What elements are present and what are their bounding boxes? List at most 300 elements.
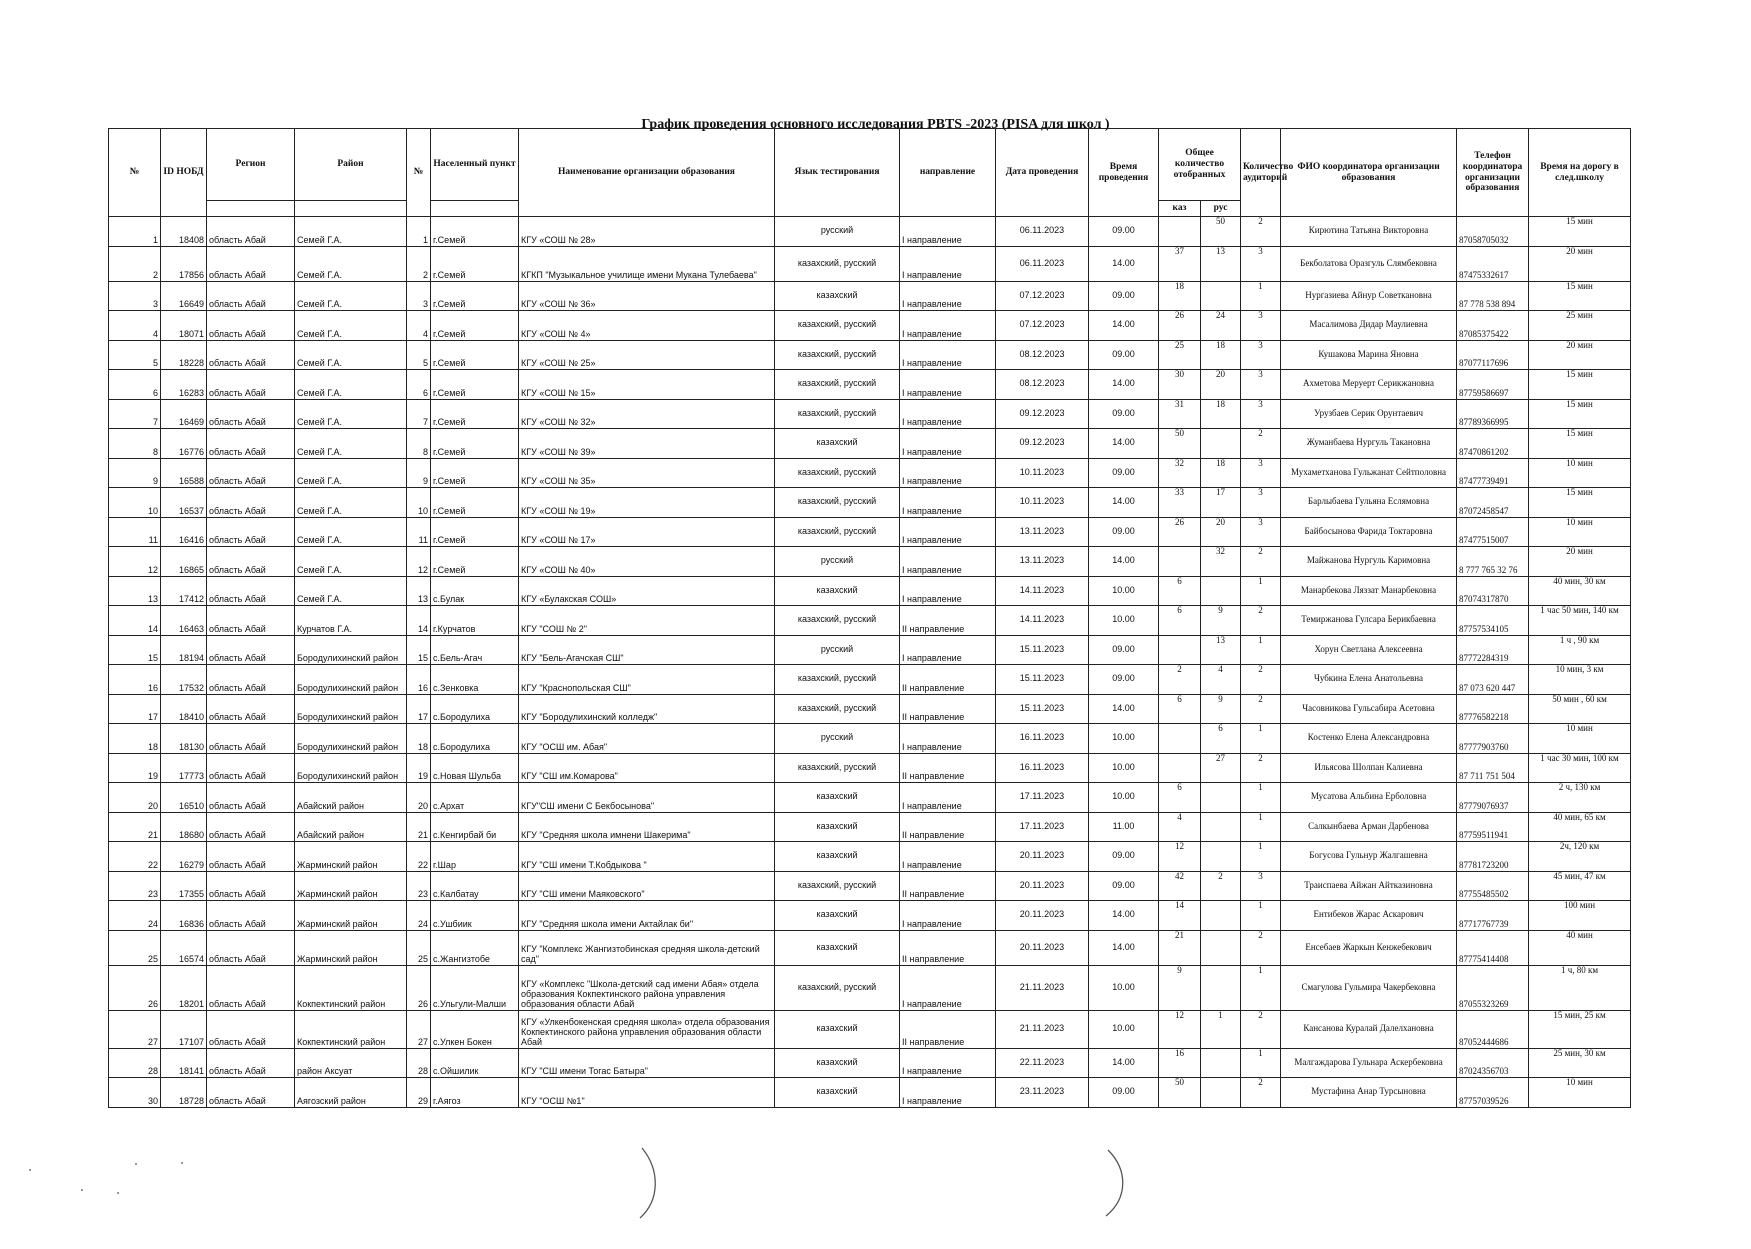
row-number2: 13 <box>407 576 431 606</box>
row-id: 17532 <box>161 665 207 695</box>
row-number: 25 <box>109 930 161 965</box>
row-district: Семей Г.А. <box>295 399 407 429</box>
row-locality: г.Семей <box>431 340 519 370</box>
row-number: 9 <box>109 458 161 488</box>
row-locality: с.Бородулиха <box>431 694 519 724</box>
row-locality: г.Курчатов <box>431 606 519 636</box>
row-org: КГУ «СОШ № 39» <box>519 429 775 459</box>
row-date: 08.12.2023 <box>996 340 1089 370</box>
row-language: казахский, русский <box>775 665 900 695</box>
row-road-time: 15 мин <box>1529 399 1631 429</box>
row-id: 18408 <box>161 217 207 247</box>
row-district: Семей Г.А. <box>295 517 407 547</box>
row-auditoriums: 1 <box>1241 724 1281 754</box>
row-phone: 87 778 538 894 <box>1457 281 1529 311</box>
row-auditoriums: 1 <box>1241 576 1281 606</box>
row-road-time: 40 мин, 30 км <box>1529 576 1631 606</box>
row-org: КГУ «СОШ № 28» <box>519 217 775 247</box>
row-phone: 87 711 751 504 <box>1457 753 1529 783</box>
row-region: область Абай <box>207 246 295 281</box>
col-header-kaz: каз <box>1159 201 1201 217</box>
row-locality: г.Семей <box>431 517 519 547</box>
row-direction: I направление <box>900 635 996 665</box>
row-district: Абайский район <box>295 783 407 813</box>
row-coordinator: Малгаждарова Гульнара Аскербековна <box>1281 1048 1457 1078</box>
row-road-time: 10 мин <box>1529 1078 1631 1108</box>
speck <box>81 1189 83 1191</box>
row-region: область Абай <box>207 783 295 813</box>
row-kaz-count: 42 <box>1159 871 1201 901</box>
row-language: казахский, русский <box>775 246 900 281</box>
row-org: КГУ "Бель-Агачская СШ" <box>519 635 775 665</box>
row-kaz-count: 6 <box>1159 783 1201 813</box>
row-time: 09.00 <box>1089 458 1159 488</box>
row-locality: с.Ульгули-Малши <box>431 965 519 1010</box>
row-district: Бородулихинский район <box>295 753 407 783</box>
row-locality: г.Семей <box>431 429 519 459</box>
row-id: 16537 <box>161 488 207 518</box>
row-date: 16.11.2023 <box>996 753 1089 783</box>
row-number: 7 <box>109 399 161 429</box>
row-org: КГУ "СШ им.Комарова" <box>519 753 775 783</box>
col-header-id: ID НОБД <box>161 129 207 217</box>
row-number: 26 <box>109 965 161 1010</box>
row-number: 14 <box>109 606 161 636</box>
row-rus-count: 4 <box>1201 665 1241 695</box>
row-road-time: 10 мин, 3 км <box>1529 665 1631 695</box>
row-coordinator: Темиржанова Гулсара Берикбаевна <box>1281 606 1457 636</box>
row-id: 18194 <box>161 635 207 665</box>
row-rus-count: 32 <box>1201 547 1241 577</box>
row-number2: 7 <box>407 399 431 429</box>
row-number: 28 <box>109 1048 161 1078</box>
row-auditoriums: 2 <box>1241 694 1281 724</box>
row-org: КГУ «СОШ № 4» <box>519 311 775 341</box>
row-language: русский <box>775 724 900 754</box>
row-time: 09.00 <box>1089 635 1159 665</box>
row-language: казахский, русский <box>775 753 900 783</box>
col-header-n: № <box>109 129 161 217</box>
row-org: КГУ "Средняя школа имени Актайлак би" <box>519 901 775 931</box>
row-phone: 87757039526 <box>1457 1078 1529 1108</box>
row-locality: с.Улкен Бокен <box>431 1010 519 1048</box>
row-org: КГУ "СШ имени Маяковского" <box>519 871 775 901</box>
row-number: 23 <box>109 871 161 901</box>
row-org: КГУ «Комплекс "Школа-детский сад имени Абая» отдела образования Кокпектинского района управления образования области Абай <box>519 965 775 1010</box>
row-number: 10 <box>109 488 161 518</box>
row-region: область Абай <box>207 217 295 247</box>
row-language: казахский, русский <box>775 399 900 429</box>
row-direction: I направление <box>900 901 996 931</box>
row-id: 17773 <box>161 753 207 783</box>
row-phone: 87074317870 <box>1457 576 1529 606</box>
row-language: казахский <box>775 812 900 842</box>
row-locality: г.Семей <box>431 547 519 577</box>
row-phone: 87085375422 <box>1457 311 1529 341</box>
row-kaz-count: 12 <box>1159 842 1201 872</box>
row-kaz-count: 6 <box>1159 576 1201 606</box>
row-id: 16836 <box>161 901 207 931</box>
row-number2: 22 <box>407 842 431 872</box>
row-district: Семей Г.А. <box>295 311 407 341</box>
row-region: область Абай <box>207 724 295 754</box>
row-region: область Абай <box>207 812 295 842</box>
row-district: Семей Г.А. <box>295 217 407 247</box>
row-coordinator: Бекболатова Оразгуль Слямбековна <box>1281 246 1457 281</box>
row-number: 16 <box>109 665 161 695</box>
row-rus-count: 13 <box>1201 246 1241 281</box>
row-direction: I направление <box>900 281 996 311</box>
row-road-time: 25 мин, 30 км <box>1529 1048 1631 1078</box>
row-road-time: 40 мин, 65 км <box>1529 812 1631 842</box>
row-number2: 23 <box>407 871 431 901</box>
row-auditoriums: 2 <box>1241 429 1281 459</box>
row-direction: II направление <box>900 930 996 965</box>
row-number2: 25 <box>407 930 431 965</box>
row-direction: I направление <box>900 399 996 429</box>
row-id: 18680 <box>161 812 207 842</box>
row-org: КГУ "Краснопольская СШ" <box>519 665 775 695</box>
row-phone: 87477739491 <box>1457 458 1529 488</box>
row-region: область Абай <box>207 842 295 872</box>
row-time: 09.00 <box>1089 281 1159 311</box>
row-phone: 87055323269 <box>1457 965 1529 1010</box>
row-number: 1 <box>109 217 161 247</box>
row-number: 4 <box>109 311 161 341</box>
row-kaz-count: 4 <box>1159 812 1201 842</box>
row-number: 3 <box>109 281 161 311</box>
row-language: русский <box>775 635 900 665</box>
row-rus-count: 1 <box>1201 1010 1241 1048</box>
row-road-time: 15 мин <box>1529 429 1631 459</box>
row-coordinator: Нургазиева Айнур Советкановна <box>1281 281 1457 311</box>
row-org: КГУ "ОСШ им. Абая" <box>519 724 775 754</box>
row-locality: с.Жангизтобе <box>431 930 519 965</box>
row-coordinator: Енсебаев Жаркын Кенжебекович <box>1281 930 1457 965</box>
row-kaz-count: 33 <box>1159 488 1201 518</box>
row-district: Курчатов Г.А. <box>295 606 407 636</box>
row-kaz-count: 6 <box>1159 694 1201 724</box>
row-time: 11.00 <box>1089 812 1159 842</box>
row-rus-count: 9 <box>1201 694 1241 724</box>
row-kaz-count: 25 <box>1159 340 1201 370</box>
col-header-locality: Населенный пункт <box>431 129 519 201</box>
row-phone: 87757534105 <box>1457 606 1529 636</box>
row-id: 17355 <box>161 871 207 901</box>
row-kaz-count: 50 <box>1159 1078 1201 1108</box>
row-number2: 27 <box>407 1010 431 1048</box>
row-kaz-count: 32 <box>1159 458 1201 488</box>
row-org: КГУ «СОШ № 32» <box>519 399 775 429</box>
row-time: 10.00 <box>1089 724 1159 754</box>
row-number2: 29 <box>407 1078 431 1108</box>
row-road-time: 1 ч , 90 км <box>1529 635 1631 665</box>
row-date: 08.12.2023 <box>996 370 1089 400</box>
row-phone: 87024356703 <box>1457 1048 1529 1078</box>
row-language: казахский, русский <box>775 871 900 901</box>
row-district: Семей Г.А. <box>295 246 407 281</box>
row-kaz-count: 12 <box>1159 1010 1201 1048</box>
row-time: 14.00 <box>1089 311 1159 341</box>
col-header-rus: рус <box>1201 201 1241 217</box>
row-locality: г.Семей <box>431 458 519 488</box>
row-road-time: 10 мин <box>1529 517 1631 547</box>
col-header-auditoriums: Количество аудиторий <box>1241 129 1281 217</box>
speck <box>117 1192 119 1194</box>
row-region: область Абай <box>207 488 295 518</box>
row-number2: 2 <box>407 246 431 281</box>
row-time: 10.00 <box>1089 576 1159 606</box>
speck <box>29 1169 31 1171</box>
row-number: 6 <box>109 370 161 400</box>
row-phone: 87775414408 <box>1457 930 1529 965</box>
row-locality: г.Семей <box>431 399 519 429</box>
row-date: 15.11.2023 <box>996 635 1089 665</box>
row-number: 15 <box>109 635 161 665</box>
row-direction: I направление <box>900 783 996 813</box>
row-language: казахский, русский <box>775 517 900 547</box>
row-district: Бородулихинский район <box>295 635 407 665</box>
row-region: область Абай <box>207 665 295 695</box>
row-language: казахский <box>775 429 900 459</box>
row-region: область Абай <box>207 694 295 724</box>
row-kaz-count: 18 <box>1159 281 1201 311</box>
row-road-time: 15 мин, 25 км <box>1529 1010 1631 1048</box>
row-direction: I направление <box>900 340 996 370</box>
row-region: область Абай <box>207 606 295 636</box>
row-region: область Абай <box>207 281 295 311</box>
row-direction: I направление <box>900 311 996 341</box>
row-kaz-count: 50 <box>1159 429 1201 459</box>
row-id: 16279 <box>161 842 207 872</box>
row-language: казахский <box>775 1048 900 1078</box>
row-locality: с.Новая Шульба <box>431 753 519 783</box>
col-header-n2: № <box>407 129 431 217</box>
row-number2: 20 <box>407 783 431 813</box>
row-number2: 19 <box>407 753 431 783</box>
row-road-time: 1 час 50 мин, 140 км <box>1529 606 1631 636</box>
row-auditoriums: 1 <box>1241 783 1281 813</box>
row-coordinator: Богусова Гульнур Жалгашевна <box>1281 842 1457 872</box>
row-time: 09.00 <box>1089 517 1159 547</box>
row-date: 13.11.2023 <box>996 547 1089 577</box>
row-org: КГУ «СОШ № 25» <box>519 340 775 370</box>
row-language: русский <box>775 217 900 247</box>
col-header-phone: Телефон координатора организации образования <box>1457 129 1529 217</box>
row-kaz-count: 9 <box>1159 965 1201 1010</box>
row-coordinator: Хорун Светлана Алексеевна <box>1281 635 1457 665</box>
row-district: Семей Г.А. <box>295 281 407 311</box>
row-number: 5 <box>109 340 161 370</box>
row-road-time: 45 мин, 47 км <box>1529 871 1631 901</box>
row-number: 11 <box>109 517 161 547</box>
row-org: КГУ «СОШ № 36» <box>519 281 775 311</box>
row-number2: 16 <box>407 665 431 695</box>
row-org: КГУ "СОШ № 2" <box>519 606 775 636</box>
row-date: 17.11.2023 <box>996 783 1089 813</box>
row-id: 16574 <box>161 930 207 965</box>
row-date: 14.11.2023 <box>996 606 1089 636</box>
row-district: Жарминский район <box>295 901 407 931</box>
row-phone: 87779076937 <box>1457 783 1529 813</box>
row-auditoriums: 3 <box>1241 340 1281 370</box>
row-region: область Абай <box>207 399 295 429</box>
row-road-time: 100 мин <box>1529 901 1631 931</box>
row-language: казахский, русский <box>775 370 900 400</box>
row-id: 16649 <box>161 281 207 311</box>
row-id: 18141 <box>161 1048 207 1078</box>
col-header-total: Общее количество отобранных <box>1159 129 1241 201</box>
row-coordinator: Ахметова Меруерт Серикжановна <box>1281 370 1457 400</box>
row-direction: I направление <box>900 547 996 577</box>
row-auditoriums: 2 <box>1241 1078 1281 1108</box>
row-rus-count: 18 <box>1201 399 1241 429</box>
row-locality: г.Аягоз <box>431 1078 519 1108</box>
row-id: 17856 <box>161 246 207 281</box>
row-coordinator: Ентибеков Жарас Аскарович <box>1281 901 1457 931</box>
row-date: 15.11.2023 <box>996 694 1089 724</box>
col-header-lang: Язык тестирования <box>775 129 900 217</box>
row-region: область Абай <box>207 753 295 783</box>
row-id: 17412 <box>161 576 207 606</box>
row-coordinator: Кушакова Марина Яновна <box>1281 340 1457 370</box>
row-date: 17.11.2023 <box>996 812 1089 842</box>
row-district: Аягозский район <box>295 1078 407 1108</box>
row-id: 16865 <box>161 547 207 577</box>
row-road-time: 15 мин <box>1529 488 1631 518</box>
row-direction: I направление <box>900 842 996 872</box>
row-direction: II направление <box>900 812 996 842</box>
row-org: КГУ «СОШ № 15» <box>519 370 775 400</box>
row-language: казахский <box>775 281 900 311</box>
row-rus-count: 27 <box>1201 753 1241 783</box>
row-language: русский <box>775 547 900 577</box>
row-number: 20 <box>109 783 161 813</box>
row-org: КГУ «СОШ № 35» <box>519 458 775 488</box>
row-number2: 12 <box>407 547 431 577</box>
row-language: казахский <box>775 1078 900 1108</box>
row-phone: 87789366995 <box>1457 399 1529 429</box>
row-org: КГУ "Средняя школа имнени Шакерима" <box>519 812 775 842</box>
row-phone: 87776582218 <box>1457 694 1529 724</box>
speck <box>181 1162 183 1164</box>
row-locality: с.Кенгирбай би <box>431 812 519 842</box>
row-date: 20.11.2023 <box>996 930 1089 965</box>
row-auditoriums: 3 <box>1241 458 1281 488</box>
row-district: Семей Г.А. <box>295 370 407 400</box>
row-language: казахский, русский <box>775 458 900 488</box>
col-header-direction: направление <box>900 129 996 217</box>
row-road-time: 1 час 30 мин, 100 км <box>1529 753 1631 783</box>
row-rus-count: 50 <box>1201 217 1241 247</box>
row-time: 09.00 <box>1089 842 1159 872</box>
row-date: 22.11.2023 <box>996 1048 1089 1078</box>
row-district: Семей Г.А. <box>295 458 407 488</box>
col-header-district: Район <box>295 129 407 201</box>
row-phone: 87072458547 <box>1457 488 1529 518</box>
row-locality: с.Ойшилик <box>431 1048 519 1078</box>
row-number2: 5 <box>407 340 431 370</box>
row-direction: I направление <box>900 576 996 606</box>
row-region: область Абай <box>207 871 295 901</box>
row-coordinator: Ильясова Шолпан Калиевна <box>1281 753 1457 783</box>
row-rus-count: 20 <box>1201 517 1241 547</box>
row-road-time: 20 мин <box>1529 547 1631 577</box>
row-number: 30 <box>109 1078 161 1108</box>
row-date: 21.11.2023 <box>996 965 1089 1010</box>
row-direction: I направление <box>900 724 996 754</box>
row-region: область Абай <box>207 547 295 577</box>
row-org: КГУ «СОШ № 40» <box>519 547 775 577</box>
row-coordinator: Кансанова Куралай Далелхановна <box>1281 1010 1457 1048</box>
row-date: 10.11.2023 <box>996 488 1089 518</box>
row-number2: 11 <box>407 517 431 547</box>
row-region: область Абай <box>207 311 295 341</box>
row-auditoriums: 1 <box>1241 635 1281 665</box>
row-road-time: 2ч, 120 км <box>1529 842 1631 872</box>
row-number2: 14 <box>407 606 431 636</box>
row-locality: с.Булак <box>431 576 519 606</box>
row-number: 19 <box>109 753 161 783</box>
row-rus-count: 9 <box>1201 606 1241 636</box>
row-coordinator: Костенко Елена Александровна <box>1281 724 1457 754</box>
row-rus-count: 6 <box>1201 724 1241 754</box>
row-phone: 87717767739 <box>1457 901 1529 931</box>
page-title: График проведения основного исследования PBTS -2023 (PISA для школ ) <box>641 117 1110 132</box>
row-date: 20.11.2023 <box>996 871 1089 901</box>
row-rus-count: 18 <box>1201 340 1241 370</box>
row-direction: I направление <box>900 458 996 488</box>
row-org: КГУ "СШ имени Тогас Батыра" <box>519 1048 775 1078</box>
row-time: 14.00 <box>1089 429 1159 459</box>
row-number2: 10 <box>407 488 431 518</box>
row-direction: I направление <box>900 1078 996 1108</box>
row-auditoriums: 1 <box>1241 1048 1281 1078</box>
row-locality: г.Семей <box>431 311 519 341</box>
row-auditoriums: 3 <box>1241 399 1281 429</box>
row-number: 22 <box>109 842 161 872</box>
row-district: район Аксуат <box>295 1048 407 1078</box>
row-id: 16463 <box>161 606 207 636</box>
row-language: казахский, русский <box>775 694 900 724</box>
row-time: 14.00 <box>1089 488 1159 518</box>
row-org: КГУ "Бородулихинский колледж" <box>519 694 775 724</box>
row-phone: 87755485502 <box>1457 871 1529 901</box>
row-phone: 87077117696 <box>1457 340 1529 370</box>
row-direction: II направление <box>900 665 996 695</box>
col-header-road: Время на дорогу в след.школу <box>1529 129 1631 217</box>
row-locality: г.Семей <box>431 281 519 311</box>
row-region: область Абай <box>207 517 295 547</box>
row-road-time: 15 мин <box>1529 281 1631 311</box>
row-language: казахский, русский <box>775 606 900 636</box>
row-rus-count: 17 <box>1201 488 1241 518</box>
row-org: КГУ «Булакская СОШ» <box>519 576 775 606</box>
row-road-time: 10 мин <box>1529 458 1631 488</box>
row-auditoriums: 2 <box>1241 1010 1281 1048</box>
row-date: 13.11.2023 <box>996 517 1089 547</box>
row-region: область Абай <box>207 576 295 606</box>
row-direction: I направление <box>900 1048 996 1078</box>
row-direction: II направление <box>900 694 996 724</box>
row-number: 27 <box>109 1010 161 1048</box>
row-id: 16283 <box>161 370 207 400</box>
row-district: Семей Г.А. <box>295 340 407 370</box>
row-phone: 87477515007 <box>1457 517 1529 547</box>
row-time: 10.00 <box>1089 965 1159 1010</box>
row-phone: 87772284319 <box>1457 635 1529 665</box>
row-locality: с.Зенковка <box>431 665 519 695</box>
